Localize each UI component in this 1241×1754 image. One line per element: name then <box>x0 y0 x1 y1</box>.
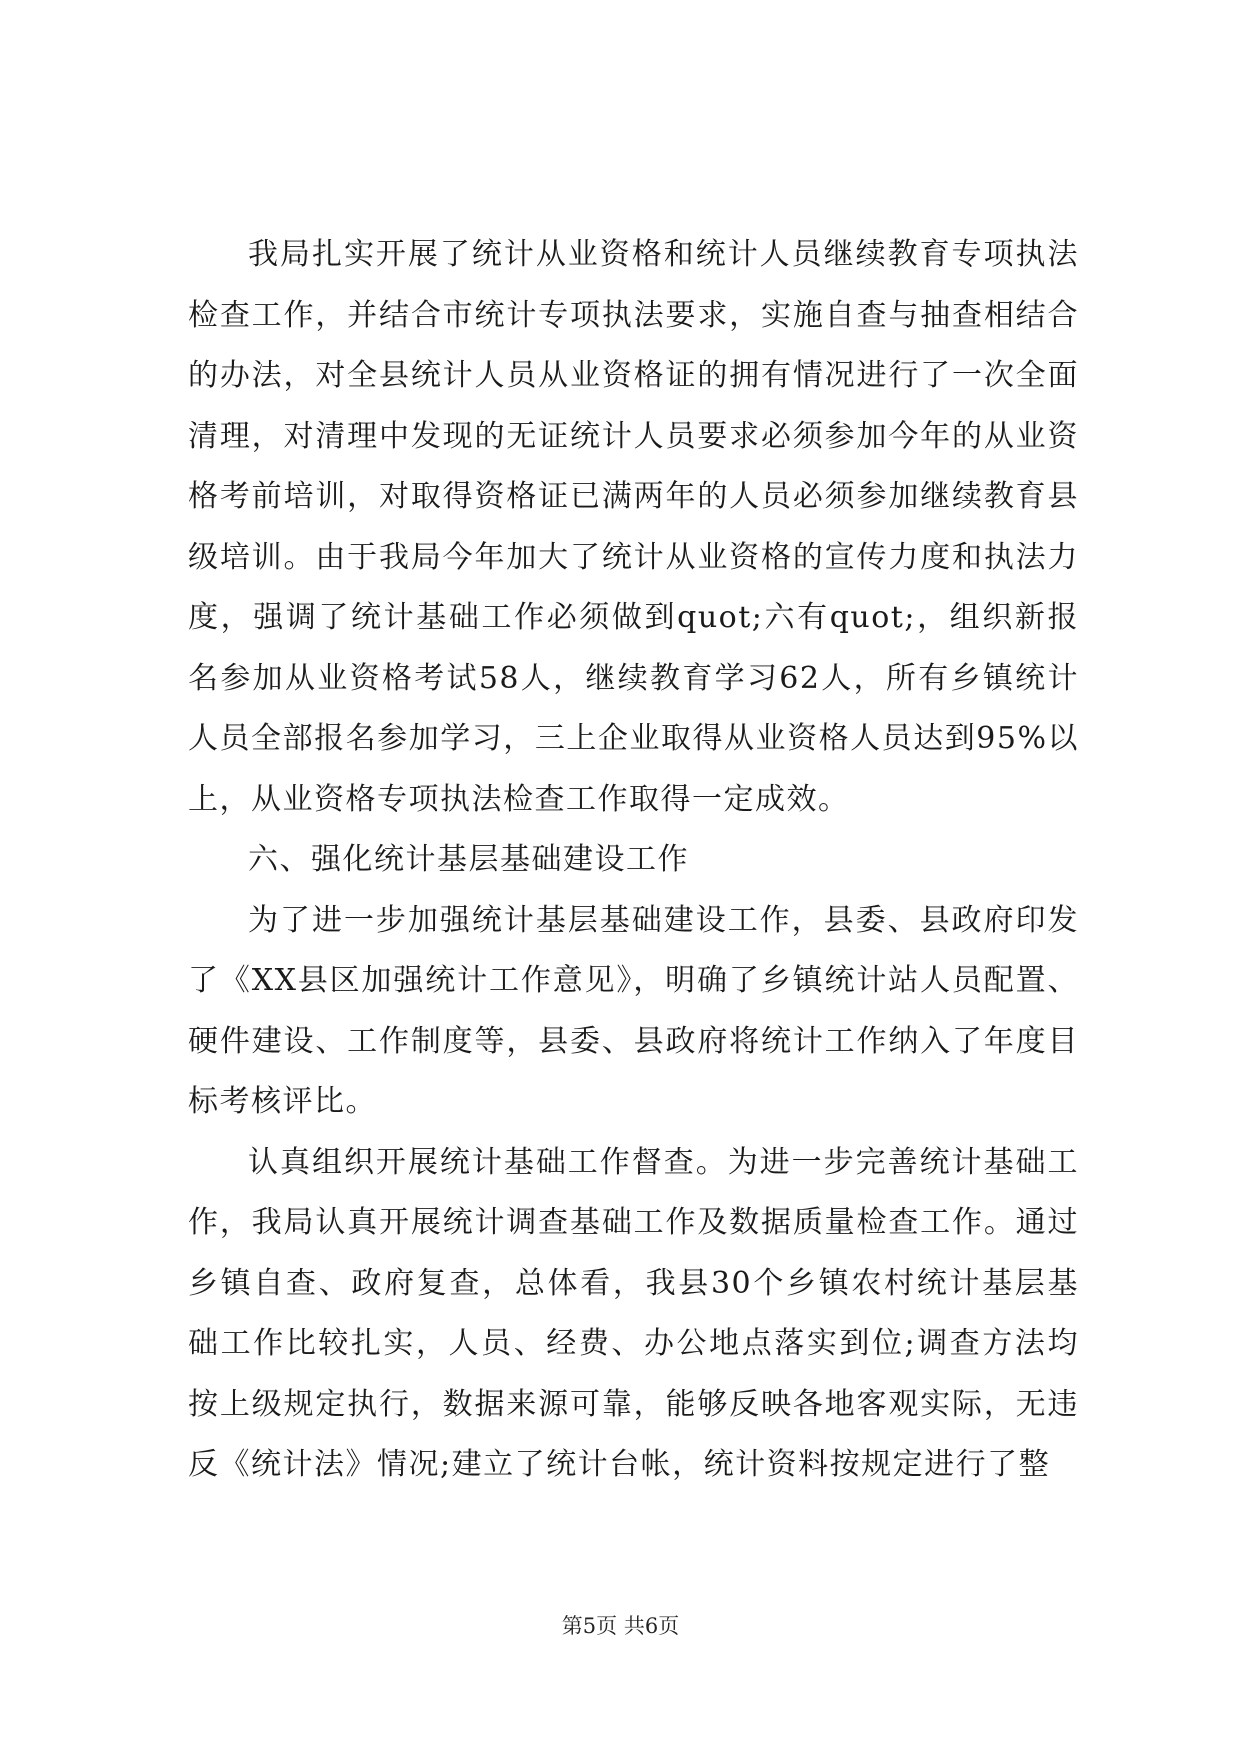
paragraph-qualification-inspection: 我局扎实开展了统计从业资格和统计人员继续教育专项执法检查工作，并结合市统计专项执法要求，实施自查与抽查相结合的办法，对全县统计人员从业资格证的拥有情况进行了一次全面清理，对清理中发现的无证统计人员要求必须参加今年的从业资格考前培训，对取得资格证已满两年的人员必须参加继续教育县级培训。由于我局今年加大了统计从业资格的宣传力度和执法力度，强调了统计基础工作必须做到quot;六有quot;，组织新报名参加从业资格考试58人，继续教育学习62人，所有乡镇统计人员全部报名参加学习，三上企业取得从业资格人员达到95%以上，从业资格专项执法检查工作取得一定成效。 <box>188 237 1079 817</box>
page-footer: 第5页 共6页 <box>561 1614 680 1638</box>
paragraph-grassroots-construction: 为了进一步加强统计基层基础建设工作，县委、县政府印发了《XX县区加强统计工作意见》，明确了乡镇统计站人员配置、硬件建设、工作制度等，县委、县政府将统计工作纳入了年度目标考核评比。 <box>188 902 1079 1119</box>
section-heading-six: 六、强化统计基层基础建设工作 <box>248 842 689 877</box>
document-body <box>188 225 1079 1496</box>
paragraph-basic-work-inspection: 认真组织开展统计基础工作督查。为进一步完善统计基础工作，我局认真开展统计调查基础工作及数据质量检查工作。通过乡镇自查、政府复查，总体看，我县30个乡镇农村统计基层基础工作比较扎实，人员、经费、办公地点落实到位;调查方法均按上级规定执行，数据来源可靠，能够反映各地客观实际，无违反《统计法》情况;建立了统计台帐，统计资料按规定进行了整 <box>188 1144 1079 1482</box>
